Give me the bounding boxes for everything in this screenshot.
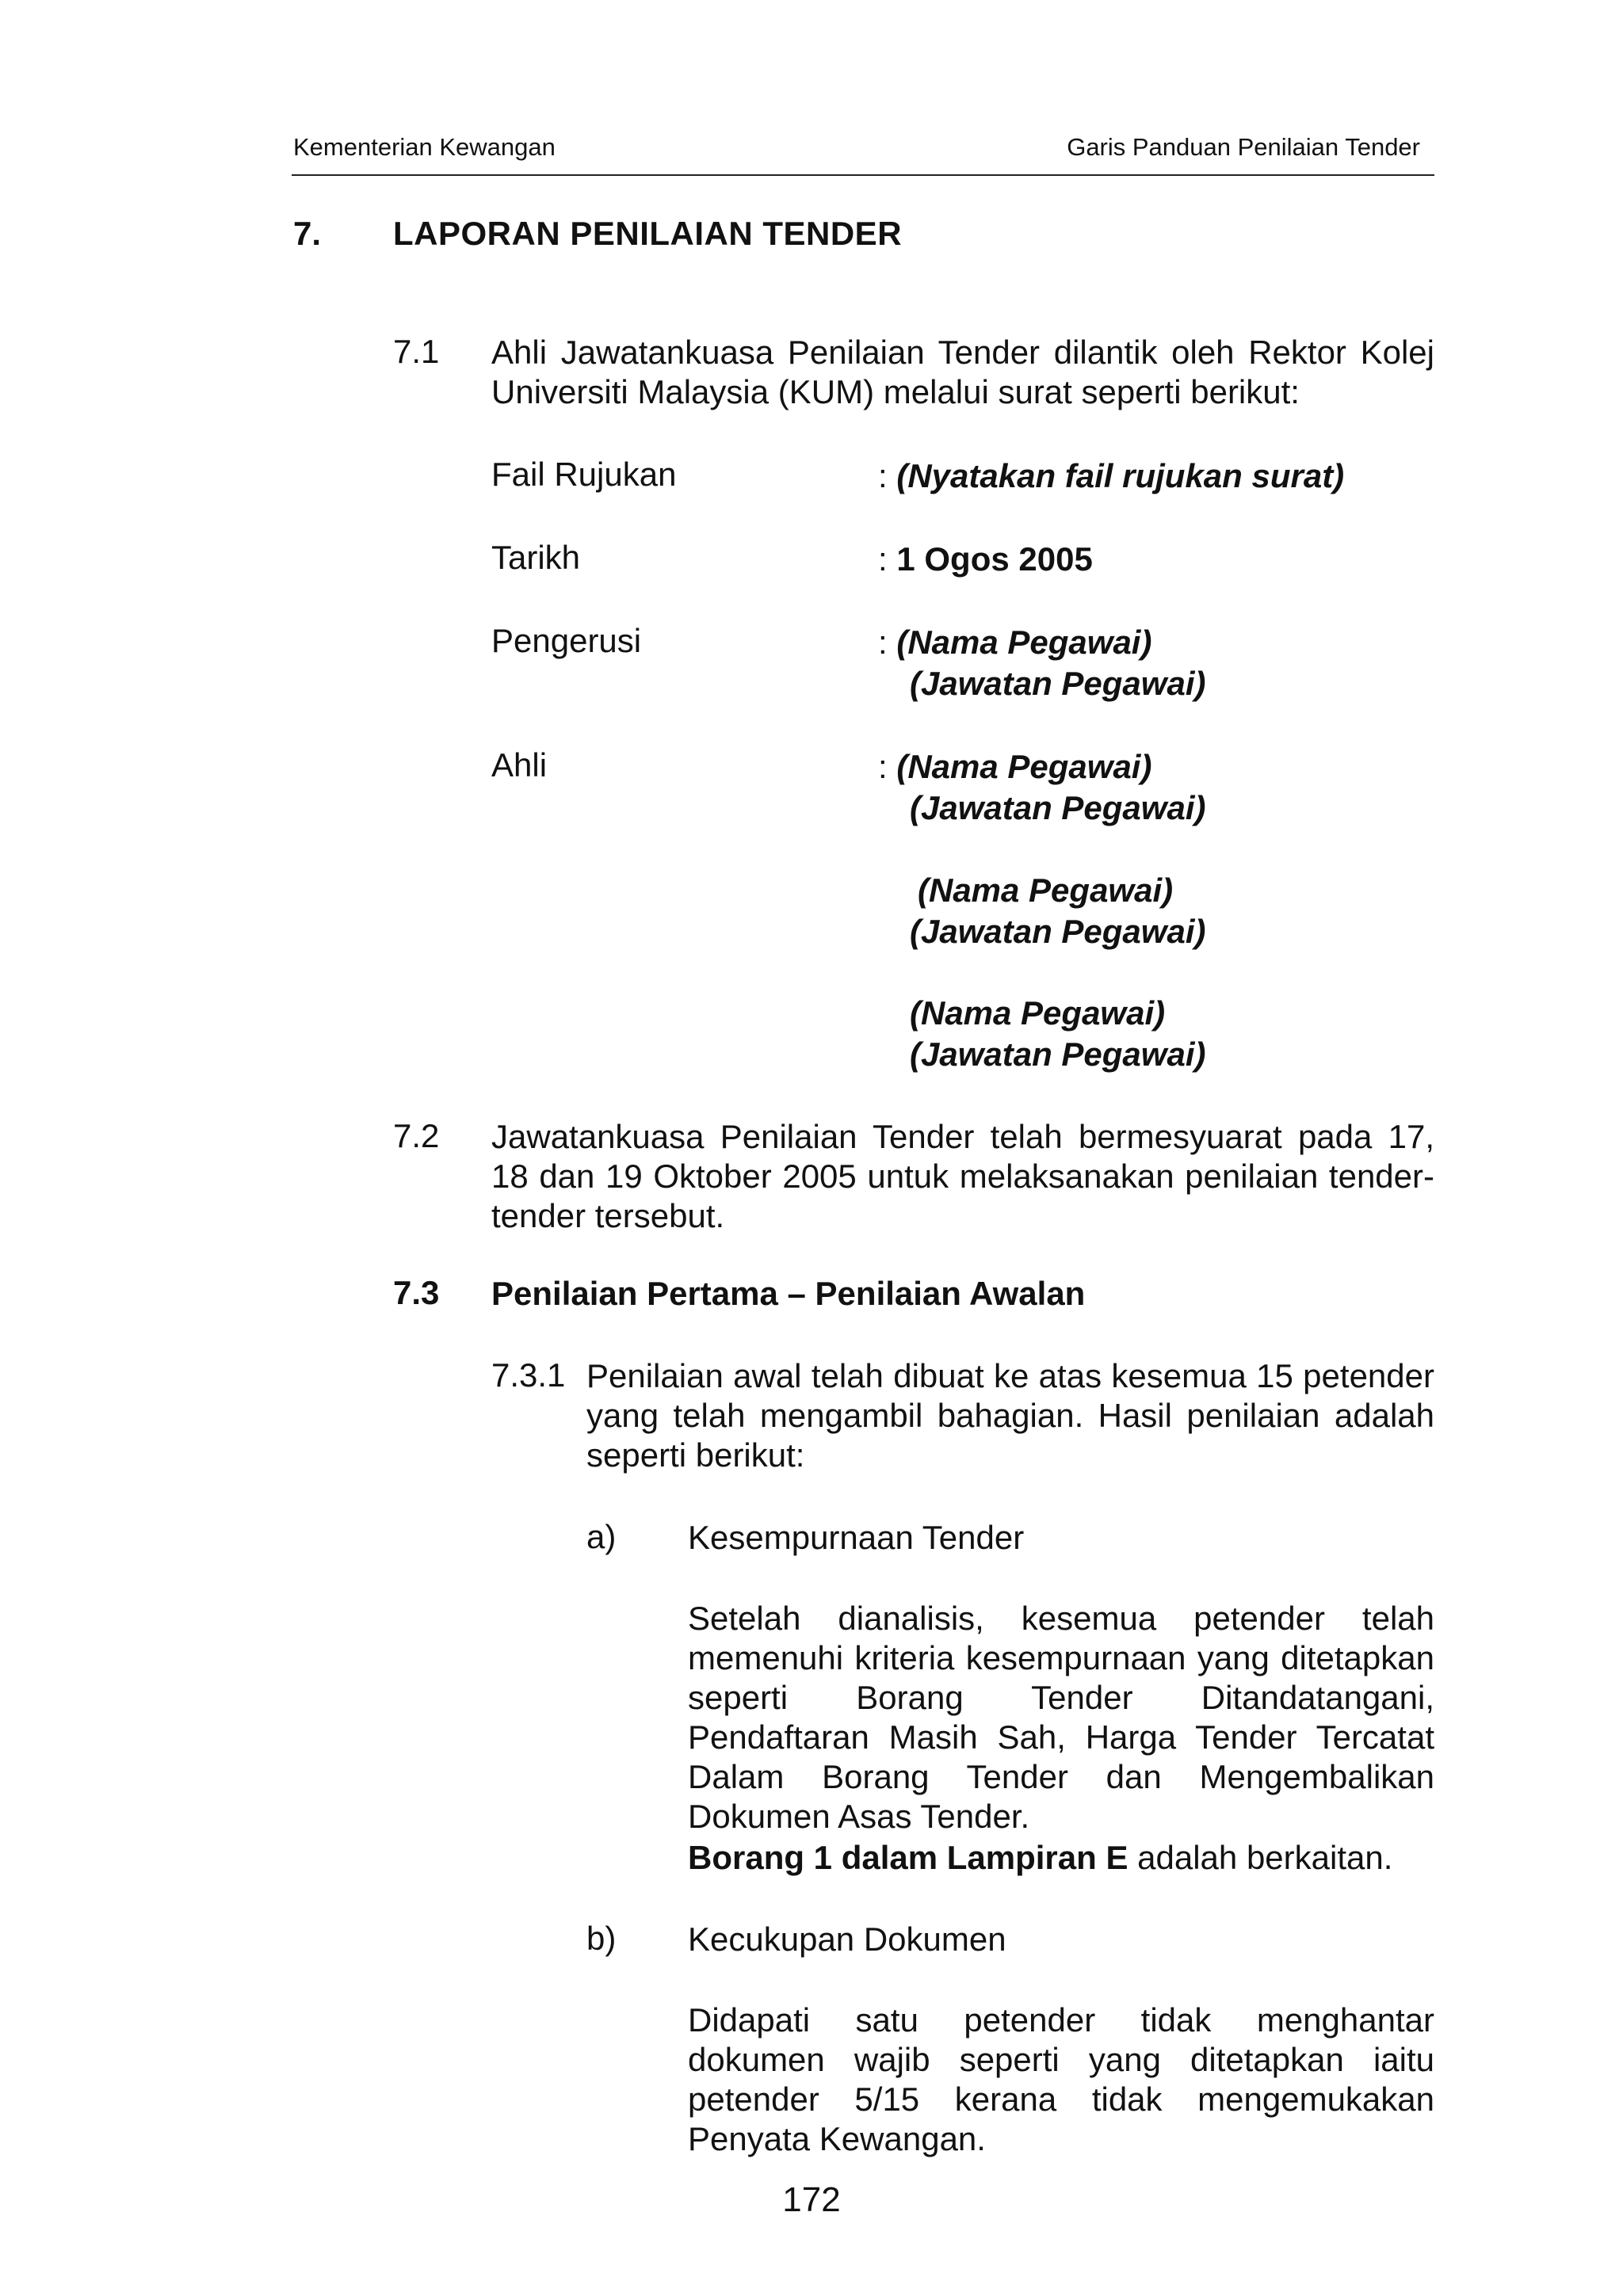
item-a-reference-rest: adalah berkaitan.	[1128, 1839, 1393, 1876]
para-7-1-number: 7.1	[393, 333, 440, 370]
item-a-text: Setelah dianalisis, kesemua petender telah memenuhi kriteria kesempurnaan yang ditetapkan seperti Borang Tender Ditandatangani, Pendaftaran Masih Sah, Harga Tender Tercatat Dalam Borang Tender dan Mengembalikan Dokumen Asas Tender.	[688, 1600, 1434, 1835]
item-b-title: Kecukupan Dokumen	[688, 1920, 1006, 1958]
header-doc-title: Garis Panduan Penilaian Tender	[1067, 133, 1420, 161]
field-label-ahli: Ahli	[491, 746, 548, 784]
para-7-1-text: Ahli Jawatankuasa Penilaian Tender dilantik oleh Rektor Kolej Universiti Malaysia (KUM) melalui surat seperti berikut:	[491, 334, 1434, 410]
section-title: LAPORAN PENILAIAN TENDER	[393, 215, 903, 252]
page-number: 172	[782, 2180, 841, 2219]
para-7-3-title: Penilaian Pertama – Penilaian Awalan	[491, 1275, 1086, 1312]
field-label-pengerusi: Pengerusi	[491, 622, 642, 659]
field-value-pengerusi: : (Nama Pegawai) (Jawatan Pegawai)	[878, 624, 1206, 702]
item-a-reference-bold: Borang 1 dalam Lampiran E	[688, 1839, 1128, 1876]
field-value-ahli-2: (Nama Pegawai) (Jawatan Pegawai)	[910, 871, 1206, 950]
para-7-3-1-text: Penilaian awal telah dibuat ke atas kesemua 15 petender yang telah mengambil bahagian. Hasil penilaian adalah seperti berikut:	[586, 1357, 1434, 1474]
field-label-tarikh: Tarikh	[491, 539, 581, 576]
field-value-ahli-3: (Nama Pegawai) (Jawatan Pegawai)	[910, 994, 1206, 1073]
header-divider	[292, 174, 1434, 176]
para-7-2-text: Jawatankuasa Penilaian Tender telah bermesyuarat pada 17, 18 dan 19 Oktober 2005 untuk melaksanakan penilaian tender-tender tersebut.	[491, 1118, 1434, 1234]
field-value-ahli-1: : (Nama Pegawai) (Jawatan Pegawai)	[878, 748, 1206, 826]
item-a-title: Kesempurnaan Tender	[688, 1519, 1025, 1556]
field-value-fail-rujukan: : (Nyatakan fail rujukan surat)	[878, 457, 1345, 494]
item-b-text: Didapati satu petender tidak menghantar dokumen wajib seperti yang ditetapkan iaitu petender 5/15 kerana tidak mengemukakan Penyata Kewangan.	[688, 2001, 1434, 2157]
field-value-tarikh: : 1 Ogos 2005	[878, 540, 1093, 578]
item-a-reference	[688, 1838, 1434, 1878]
field-label-fail-rujukan: Fail Rujukan	[491, 456, 677, 493]
para-7-3-number: 7.3	[393, 1274, 440, 1311]
section-number: 7.	[293, 215, 322, 252]
para-7-2-number: 7.2	[393, 1117, 440, 1154]
item-a-marker: a)	[586, 1518, 617, 1555]
item-b-marker: b)	[586, 1920, 617, 1957]
header-ministry: Kementerian Kewangan	[293, 133, 556, 161]
para-7-3-1-number: 7.3.1	[491, 1356, 566, 1394]
